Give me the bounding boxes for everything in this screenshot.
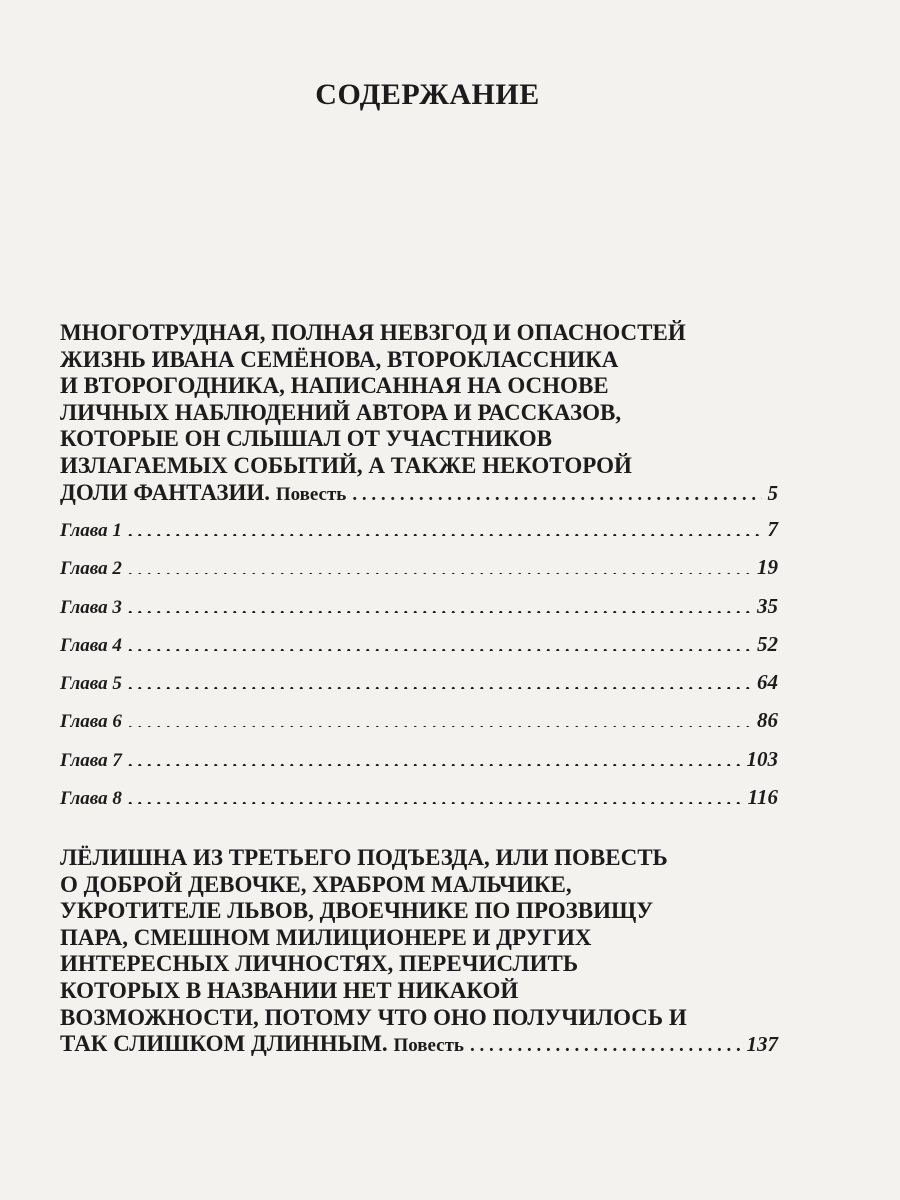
chapter-entry[interactable] <box>60 587 778 625</box>
chapter-list <box>60 510 778 816</box>
dot-leader <box>128 743 741 766</box>
page-number: 7 <box>767 517 778 541</box>
chapter-label: Глава 8 <box>60 788 122 810</box>
entry-genre: Повесть <box>393 1035 464 1057</box>
chapter-label: Глава 3 <box>60 596 122 618</box>
chapter-label: Глава 2 <box>60 558 122 580</box>
entry-title-line: МНОГОТРУДНАЯ, ПОЛНАЯ НЕВЗГОД И ОПАСНОСТЕЙ <box>60 320 686 345</box>
entry-title-line: ТАК СЛИШКОМ ДЛИННЫМ. <box>60 1031 388 1057</box>
chapter-entry[interactable] <box>60 548 778 586</box>
entry-leader-line <box>60 1031 778 1058</box>
page-number: 137 <box>746 1032 778 1057</box>
chapter-entry[interactable] <box>60 663 778 701</box>
page-number: 5 <box>767 480 778 505</box>
entry-title-line: О ДОБРОЙ ДЕВОЧКЕ, ХРАБРОМ МАЛЬЧИКЕ, <box>60 871 572 897</box>
entry-title-line: КОТОРЫХ В НАЗВАНИИ НЕТ НИКАКОЙ <box>60 977 519 1003</box>
dot-leader <box>470 1033 741 1056</box>
entry-title-line: КОТОРЫЕ ОН СЛЫШАЛ ОТ УЧАСТНИКОВ <box>60 426 552 452</box>
dot-leader <box>128 666 751 689</box>
entry-title-line: ИНТЕРЕСНЫХ ЛИЧНОСТЯХ, ПЕРЕЧИСЛИТЬ <box>60 951 579 977</box>
page-number: 64 <box>757 670 778 695</box>
page-number: 116 <box>747 785 778 810</box>
entry-title-line: ЖИЗНЬ ИВАНА СЕМЁНОВА, ВТОРОКЛАССНИКА <box>60 346 619 372</box>
chapter-label: Глава 4 <box>60 634 122 656</box>
chapter-entry[interactable] <box>60 740 778 778</box>
page-number: 103 <box>746 746 778 771</box>
dot-leader <box>128 590 751 613</box>
dot-leader <box>352 482 761 505</box>
dot-leader <box>128 781 742 804</box>
entry-title-line: И ВТОРОГОДНИКА, НАПИСАННАЯ НА ОСНОВЕ <box>60 373 609 399</box>
page-number: 19 <box>757 555 778 580</box>
chapter-label: Глава 6 <box>60 711 122 733</box>
chapter-entry[interactable] <box>60 510 778 548</box>
page-number: 86 <box>757 708 778 733</box>
entry-title-line: УКРОТИТЕЛЕ ЛЬВОВ, ДВОЕЧНИКЕ ПО ПРОЗВИЩУ <box>60 898 654 924</box>
page-number: 35 <box>757 593 778 618</box>
entry-title-line: ПАРА, СМЕШНОМ МИЛИЦИОНЕРЕ И ДРУГИХ <box>60 924 592 950</box>
chapter-label: Глава 7 <box>60 749 122 771</box>
toc-entry-story-1[interactable] <box>60 320 778 506</box>
dot-leader <box>128 552 751 575</box>
entry-genre: Повесть <box>275 483 347 505</box>
chapter-entry[interactable] <box>60 701 778 739</box>
chapter-label: Глава 5 <box>60 673 122 695</box>
entry-title-line: ДОЛИ ФАНТАЗИИ. <box>60 479 271 505</box>
dot-leader <box>128 513 762 536</box>
entry-title-line: ЛИЧНЫХ НАБЛЮДЕНИЙ АВТОРА И РАССКАЗОВ, <box>60 399 622 425</box>
entry-title-line: ВОЗМОЖНОСТИ, ПОТОМУ ЧТО ОНО ПОЛУЧИЛОСЬ И <box>60 1004 687 1030</box>
entry-title-line: ЛЁЛИШНА ИЗ ТРЕТЬЕГО ПОДЪЕЗДА, ИЛИ ПОВЕСТЬ <box>60 845 668 870</box>
entry-title-line: ИЗЛАГАЕМЫХ СОБЫТИЙ, А ТАКЖЕ НЕКОТОРОЙ <box>60 452 632 478</box>
page-title: СОДЕРЖАНИЕ <box>315 78 540 111</box>
page-number: 52 <box>757 631 778 656</box>
chapter-label: Глава 1 <box>60 520 122 541</box>
chapter-entry[interactable] <box>60 625 778 663</box>
dot-leader <box>128 628 751 651</box>
entry-leader-line <box>60 480 778 507</box>
chapter-entry[interactable] <box>60 778 778 816</box>
toc-entry-story-2[interactable] <box>60 845 778 1058</box>
dot-leader <box>128 705 751 728</box>
